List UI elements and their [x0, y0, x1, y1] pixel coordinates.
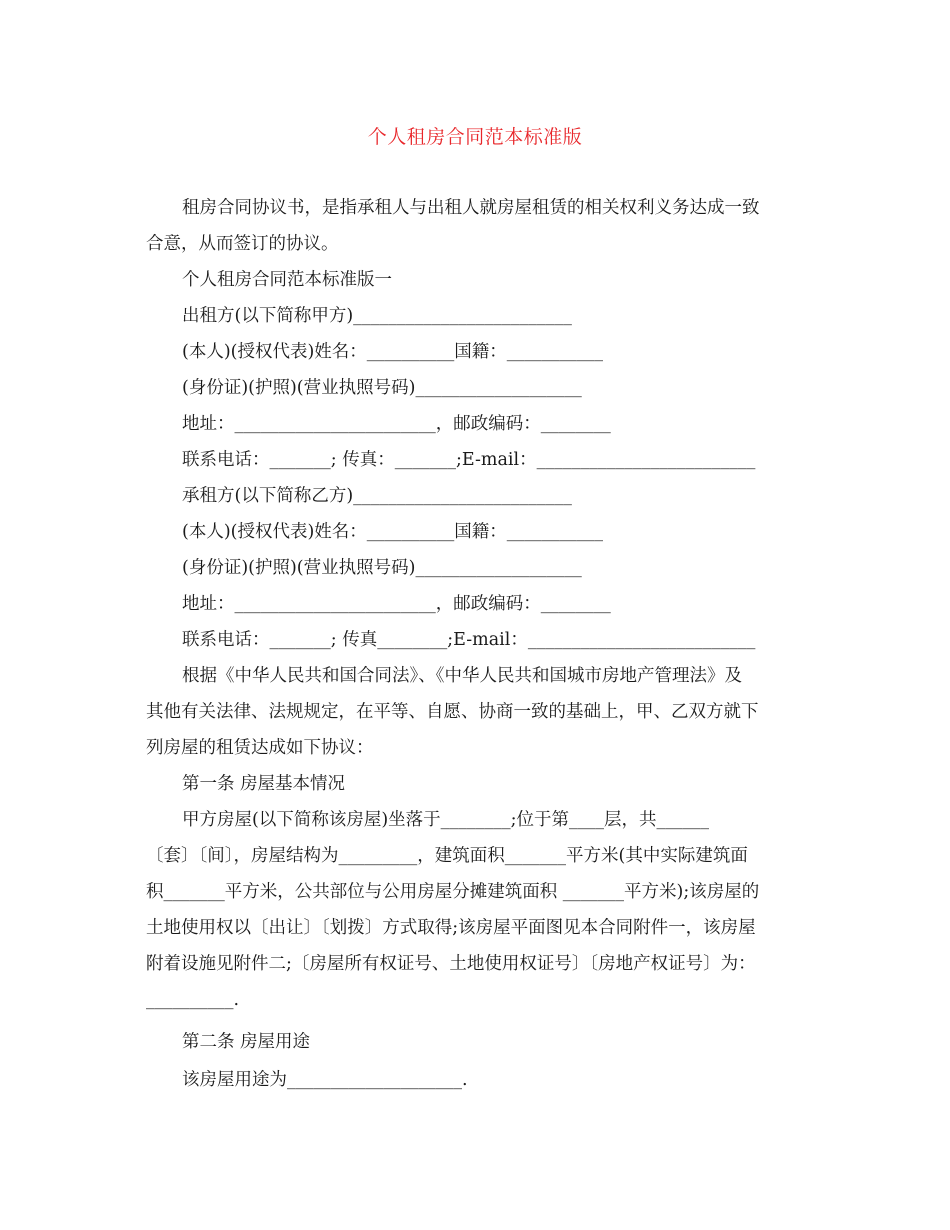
form-line-id: (身份证)(护照)(营业执照号码)___________________	[182, 378, 582, 398]
paragraph-line: 租房合同协议书，是指承租人与出租人就房屋租赁的相关权利义务达成一致	[182, 198, 760, 218]
paragraph-line: 附着设施见附件二;〔房屋所有权证号、土地使用权证号〕〔房地产权证号〕为：	[146, 954, 756, 974]
form-line-name-nationality: (本人)(授权代表)姓名：__________国籍：___________	[182, 522, 604, 542]
form-line-id: (身份证)(护照)(营业执照号码)___________________	[182, 558, 582, 578]
paragraph-line: 合意，从而签订的协议。	[146, 234, 339, 254]
form-line-contact: 联系电话：_______; 传真________;E-mail：__________________________	[182, 630, 756, 650]
form-line-name-nationality: (本人)(授权代表)姓名：__________国籍：___________	[182, 342, 604, 362]
section-heading: 个人租房合同范本标准版一	[182, 270, 392, 290]
form-line-contact: 联系电话：_______; 传真：_______;E-mail：_________________________	[182, 450, 756, 470]
paragraph-line: 列房屋的租赁达成如下协议：	[146, 738, 374, 758]
form-line-address: 地址：_______________________，邮政编码：________	[182, 414, 611, 434]
article-heading: 第二条 房屋用途	[182, 1032, 311, 1052]
article-heading: 第一条 房屋基本情况	[182, 774, 346, 794]
paragraph-line: 〔套〕〔间〕，房屋结构为_________，建筑面积_______平方米(其中实际建筑面	[146, 846, 748, 866]
paragraph-line: 土地使用权以〔出让〕〔划拨〕方式取得;该房屋平面图见本合同附件一，该房屋	[146, 918, 756, 938]
document-title: 个人租房合同范本标准版	[367, 126, 583, 148]
paragraph-line: 其他有关法律、法规规定，在平等、自愿、协商一致的基础上，甲、乙双方就下	[146, 702, 759, 722]
form-line-address: 地址：_______________________，邮政编码：________	[182, 594, 611, 614]
paragraph-line: 该房屋用途为____________________.	[182, 1070, 468, 1090]
paragraph-line: 根据《中华人民共和国合同法》、《中华人民共和国城市房地产管理法》及	[182, 666, 742, 686]
form-line-lessor: 出租方(以下简称甲方)_________________________	[182, 306, 572, 326]
paragraph-line: 积_______平方米，公共部位与公用房屋分摊建筑面积 _______平方米);该房屋的	[146, 882, 760, 902]
paragraph-line: __________.	[146, 990, 240, 1010]
form-line-lessee: 承租方(以下简称乙方)_________________________	[182, 486, 572, 506]
paragraph-line: 甲方房屋(以下简称该房屋)坐落于________;位于第____层，共______	[182, 810, 710, 830]
